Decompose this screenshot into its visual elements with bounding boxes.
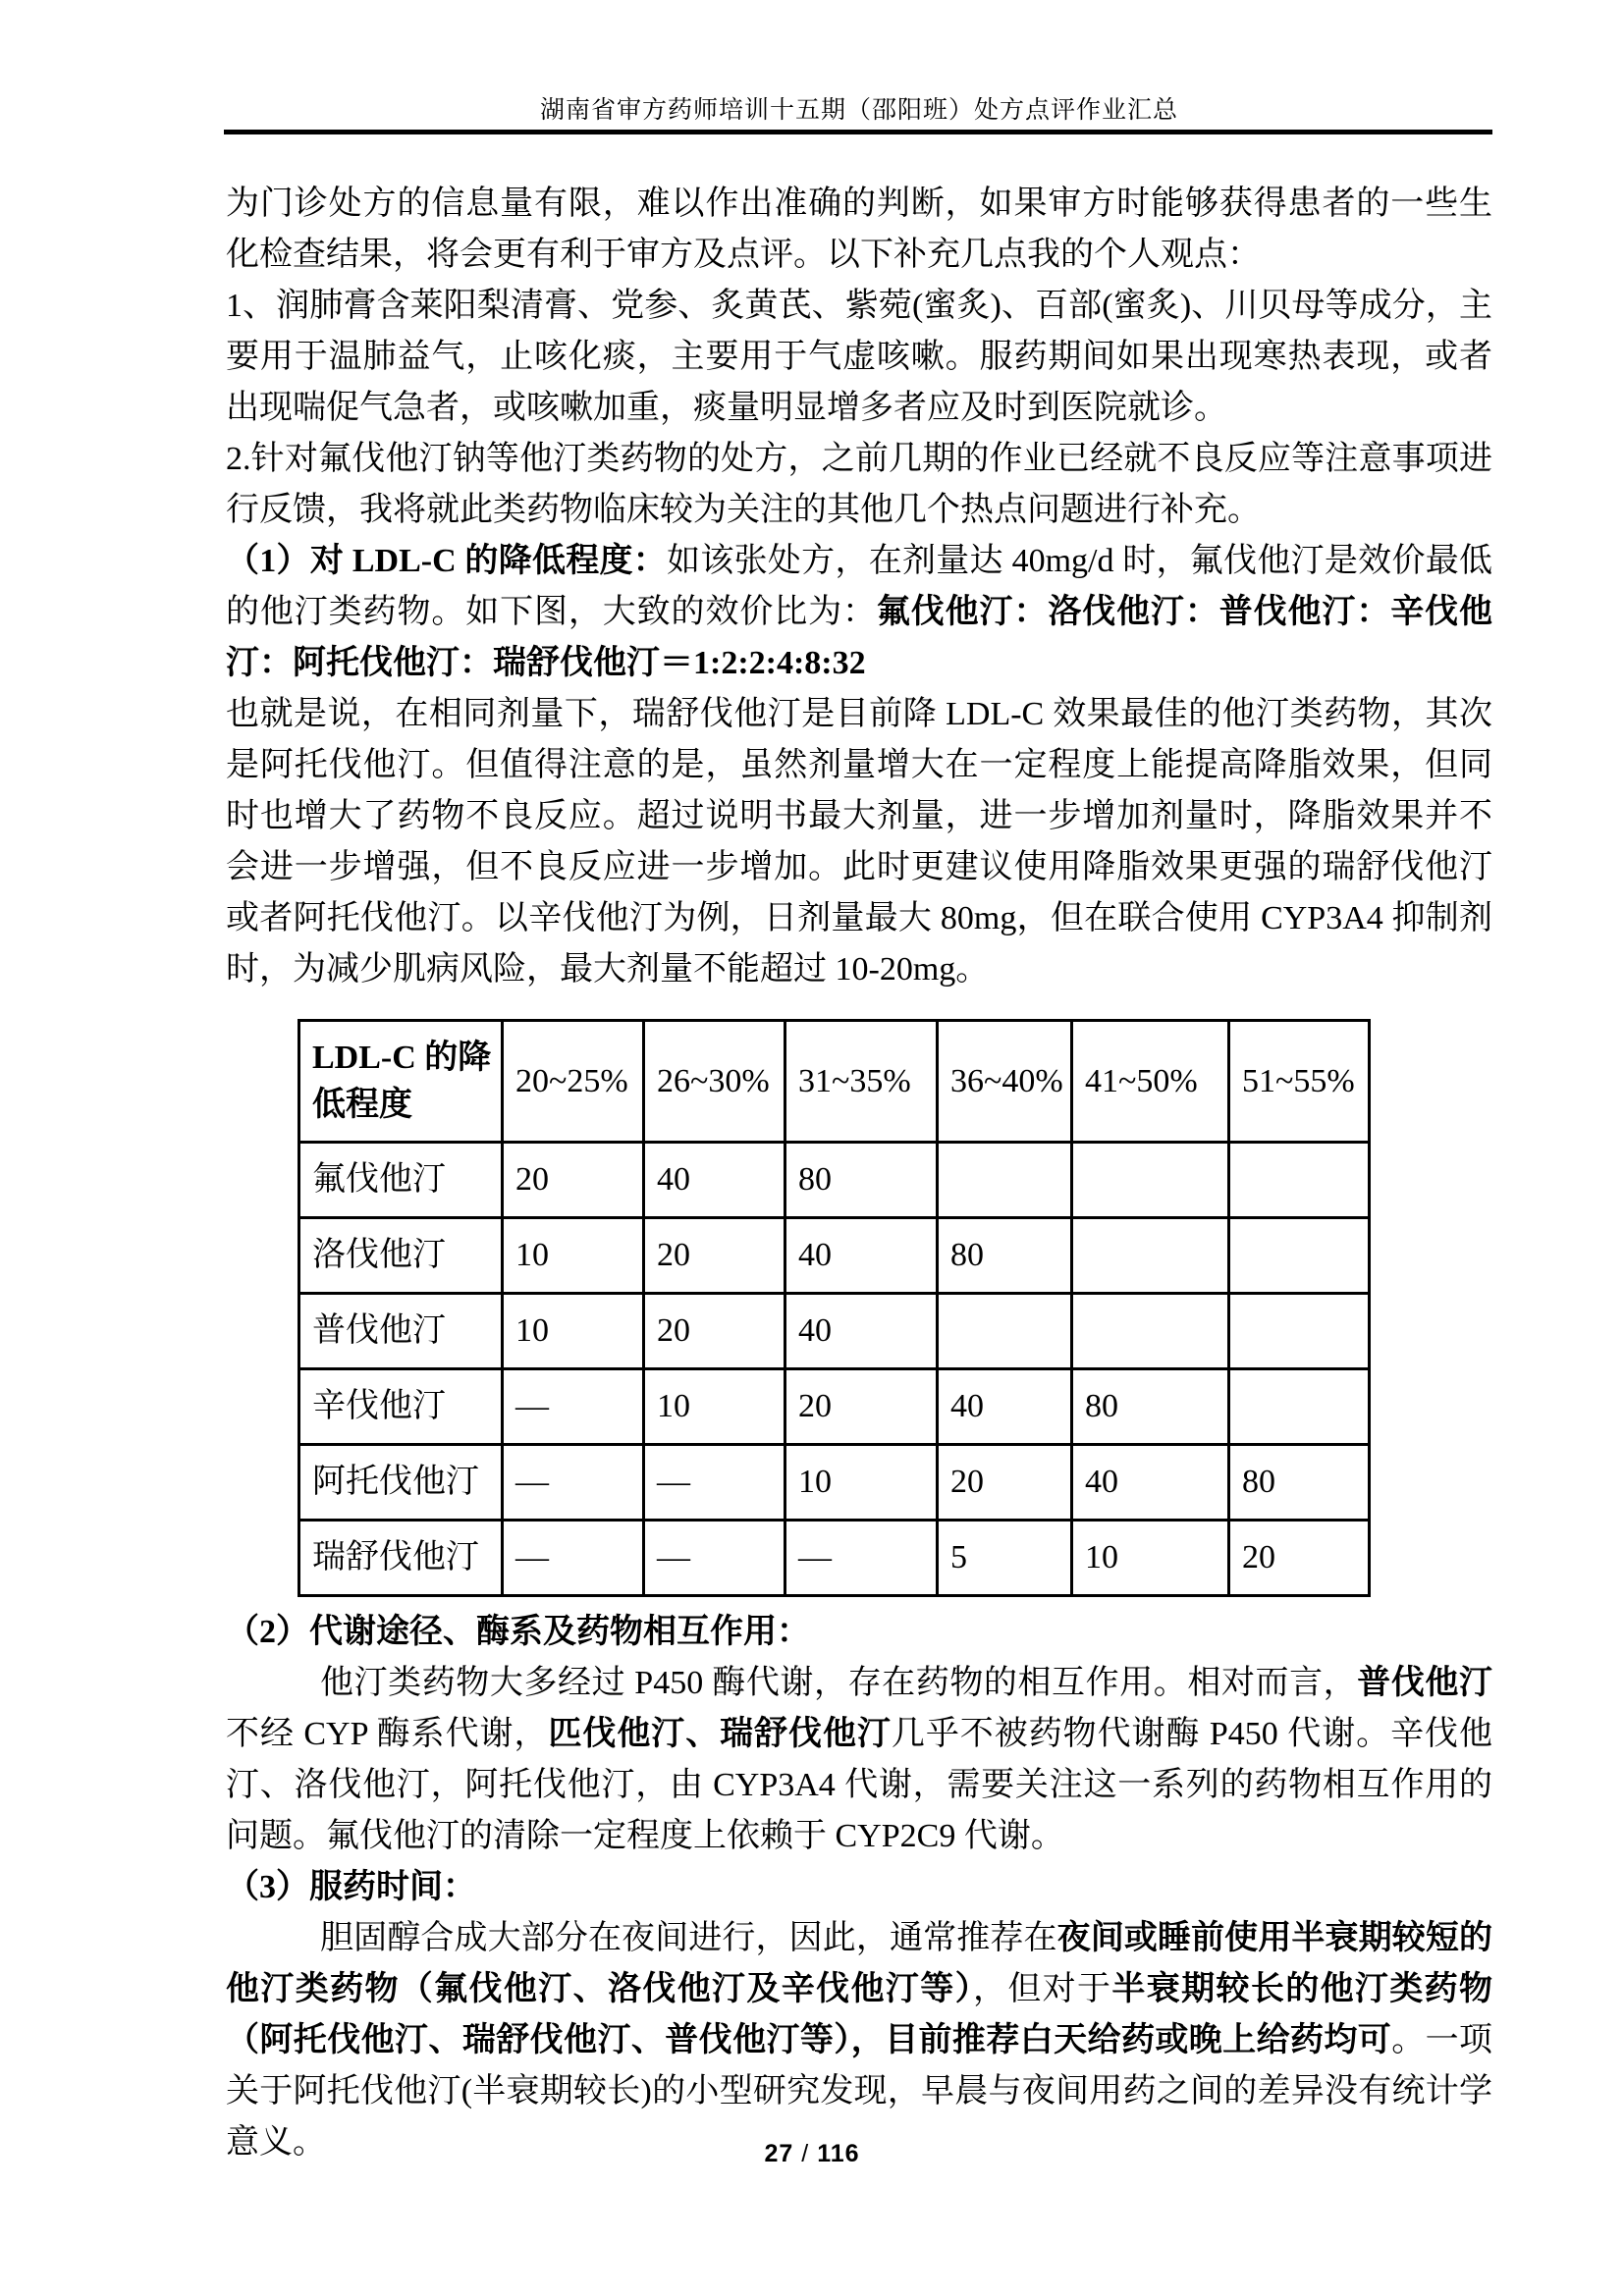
table-row — [299, 1369, 1370, 1445]
table-row-label: 辛伐他汀 — [299, 1369, 503, 1445]
paragraph-ldl-potency — [226, 536, 1492, 689]
paragraph-dose-effect — [226, 689, 1492, 995]
table-cell: 80 — [1072, 1369, 1229, 1445]
text-run: 2.针对氟伐他汀钠等他汀类药物的处方，之前几期的作业已经就不良反应等注意事项进行反馈，我将就此类药物临床较为关注的其他几个热点问题进行补充。 — [226, 441, 1492, 528]
text-run: 也就是说，在相同剂量下，瑞舒伐他汀是目前降 LDL-C 效果最佳的他汀类药物，其次是阿托伐他汀。但值得注意的是，虽然剂量增大在一定程度上能提高降脂效果，但同时也增大了药物不良反应。超过说明书最大剂量，进一步增加剂量时，降脂效果并不会进一步增强，但不良反应进一步增加。此时更建议使用降脂效果更强的瑞舒伐他汀或者阿托伐他汀。以辛伐他汀为例，日剂量最大 80mg，但在联合使用 CYP3A4 抑制剂时，为减少肌病风险，最大剂量不能超过 10-20mg。 — [226, 696, 1492, 988]
section-heading-timing — [226, 1862, 1492, 1913]
table-cell: — — [503, 1521, 644, 1596]
bold-run: 匹伐他汀、瑞舒伐他汀 — [548, 1716, 892, 1752]
table-row — [299, 1294, 1370, 1369]
text-run: 几乎不被药物代谢酶 P450 代谢。辛伐他汀、洛伐他汀，阿托伐他汀，由 CYP3A4 代谢，需要关注这一系列的药物相互作用的问题。氟伐他汀的清除一定程度上依赖于 CYP2C9 代谢。 — [226, 1716, 1492, 1854]
table-row-label: 洛伐他汀 — [299, 1218, 503, 1294]
paragraph-intro — [226, 179, 1492, 281]
table-cell — [1229, 1369, 1370, 1445]
table-cell — [1229, 1294, 1370, 1369]
table-cell — [938, 1294, 1072, 1369]
table-cell: 10 — [503, 1218, 644, 1294]
text-run: 如该张处方，在剂量达 40mg/d 时，氟伐他汀是效价最低的他汀类药物。如下图，大致的效价比为： — [226, 543, 1492, 630]
table-cell: 20 — [644, 1294, 785, 1369]
table-cell: 10 — [785, 1445, 938, 1521]
paragraph-runfei-gao — [226, 281, 1492, 434]
table-row-label: 瑞舒伐他汀 — [299, 1521, 503, 1596]
table-cell — [1072, 1294, 1229, 1369]
table-cell: 40 — [938, 1369, 1072, 1445]
section-heading-metabolism — [226, 1607, 1492, 1658]
table-cell: 80 — [785, 1143, 938, 1218]
bold-run: （1）对 LDL-C 的降低程度： — [226, 543, 668, 579]
table-cell — [938, 1143, 1072, 1218]
bold-run: 普伐他汀 — [1357, 1665, 1492, 1701]
table-cell: 5 — [938, 1521, 1072, 1596]
table-corner-header: LDL-C 的降低程度 — [299, 1021, 503, 1143]
table-cell — [1229, 1143, 1370, 1218]
page-number-total: 116 — [817, 2140, 860, 2167]
table-cell: 80 — [938, 1218, 1072, 1294]
text-run: 。一项关于阿托伐他汀(半衰期较长)的小型研究发现，早晨与夜间用药之间的差异没有统计学意义。 — [226, 2022, 1492, 2161]
table-cell: 20 — [1229, 1521, 1370, 1596]
table-cell: 10 — [503, 1294, 644, 1369]
table-cell: 40 — [785, 1294, 938, 1369]
table-cell — [1072, 1218, 1229, 1294]
table-cell: 40 — [785, 1218, 938, 1294]
table-cell: 10 — [1072, 1521, 1229, 1596]
table-row-label: 普伐他汀 — [299, 1294, 503, 1369]
ldl-reduction-table — [298, 1019, 1371, 1597]
table-row-label: 阿托伐他汀 — [299, 1445, 503, 1521]
table-cell: 40 — [644, 1143, 785, 1218]
table-row — [299, 1218, 1370, 1294]
page-number-current: 27 — [764, 2140, 794, 2167]
table-cell: 20 — [785, 1369, 938, 1445]
table-cell: — — [503, 1445, 644, 1521]
table-row — [299, 1143, 1370, 1218]
table-col-header: 31~35% — [785, 1021, 938, 1143]
table-header-row — [299, 1021, 1370, 1143]
text-run: 他汀类药物大多经过 P450 酶代谢，存在药物的相互作用。相对而言， — [320, 1665, 1358, 1701]
paragraph-metabolism — [226, 1658, 1492, 1862]
table-cell: 20 — [644, 1218, 785, 1294]
bold-run: （2）代谢途径、酶系及药物相互作用： — [226, 1614, 810, 1650]
table-cell: 10 — [644, 1369, 785, 1445]
table-col-header: 26~30% — [644, 1021, 785, 1143]
text-run: 胆固醇合成大部分在夜间进行，因此，通常推荐在 — [320, 1920, 1057, 1956]
table-cell: — — [503, 1369, 644, 1445]
bold-run: 氟伐他汀：洛伐他汀：普伐他汀：辛伐他汀：阿托伐他汀：瑞舒伐他汀＝1:2:2:4:8:32 — [226, 594, 1493, 681]
bold-run: （3）服药时间： — [226, 1869, 476, 1905]
document-body — [226, 167, 1492, 2168]
table-cell: 20 — [938, 1445, 1072, 1521]
text-run: 1、润肺膏含莱阳梨清膏、党参、炙黄芪、紫菀(蜜炙)、百部(蜜炙)、川贝母等成分，主要用于温肺益气，止咳化痰，主要用于气虚咳嗽。服药期间如果出现寒热表现，或者出现喘促气急者，或咳嗽加重，痰量明显增多者应及时到医院就诊。 — [226, 288, 1492, 426]
text-run: 为门诊处方的信息量有限，难以作出准确的判断，如果审方时能够获得患者的一些生化检查结果，将会更有利于审方及点评。以下补充几点我的个人观点： — [226, 186, 1492, 273]
bold-run: 半衰期较长的他汀类药物（阿托伐他汀、瑞舒伐他汀、普伐他汀等），目前推荐白天给药或晚上给药均可 — [226, 1971, 1493, 2058]
table-cell — [1072, 1143, 1229, 1218]
header-divider — [224, 130, 1492, 134]
table-row — [299, 1521, 1370, 1596]
page-number-separator: / — [801, 2140, 810, 2167]
table-col-header: 41~50% — [1072, 1021, 1229, 1143]
table-col-header: 36~40% — [938, 1021, 1072, 1143]
text-run: 不经 CYP 酶系代谢， — [226, 1716, 549, 1752]
table-col-header: 51~55% — [1229, 1021, 1370, 1143]
document-header-title: 湖南省审方药师培训十五期（邵阳班）处方点评作业汇总 — [539, 97, 1178, 124]
page-number — [0, 2140, 1624, 2168]
table-row — [299, 1445, 1370, 1521]
table-cell: — — [644, 1521, 785, 1596]
paragraph-timing — [226, 1913, 1492, 2168]
table-col-header: 20~25% — [503, 1021, 644, 1143]
table-cell: — — [785, 1521, 938, 1596]
paragraph-statin-intro — [226, 434, 1492, 536]
table-cell — [1229, 1218, 1370, 1294]
table-row-label: 氟伐他汀 — [299, 1143, 503, 1218]
bold-run: 夜间或睡前使用半衰期较短的他汀类药物（氟伐他汀、洛伐他汀及辛伐他汀等） — [226, 1920, 1493, 2007]
table-cell: 40 — [1072, 1445, 1229, 1521]
table-cell: — — [644, 1445, 785, 1521]
text-run: ，但对于 — [972, 1971, 1112, 2007]
table-cell: 20 — [503, 1143, 644, 1218]
table-cell: 80 — [1229, 1445, 1370, 1521]
